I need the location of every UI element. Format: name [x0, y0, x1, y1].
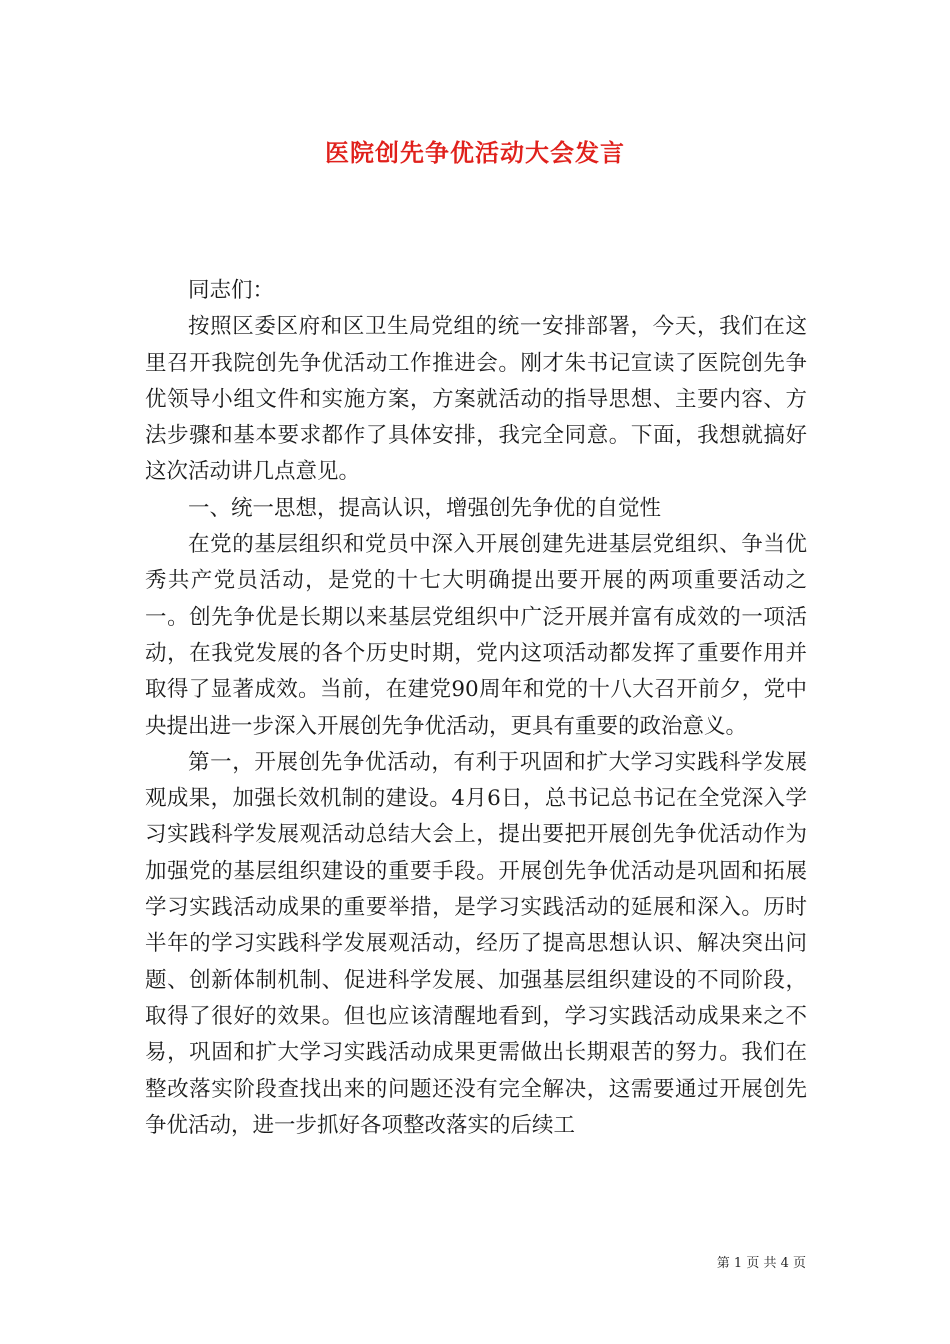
body-paragraph: 第一，开展创先争优活动，有利于巩固和扩大学习实践科学发展观成果，加强长效机制的建设。4月6日，总书记总书记在全党深入学习实践科学发展观活动总结大会上，提出要把开展创先争优活动作为加强党的基层组织建设的重要手段。开展创先争优活动是巩固和拓展学习实践活动成果的重要举措，是学习实践活动的延展和深入。历时半年的学习实践科学发展观活动，经历了提高思想认识、解决突出问题、创新体制机制、促进科学发展、加强基层组织建设的不同阶段，取得了很好的效果。但也应该清醒地看到，学习实践活动成果来之不易，巩固和扩大学习实践活动成果更需做出长期艰苦的努力。我们在整改落实阶段查找出来的问题还没有完全解决，这需要通过开展创先争优活动，进一步抓好各项整改落实的后续工: [145, 749, 807, 1138]
section-heading: 一、统一思想，提高认识，增强创先争优的自觉性: [188, 495, 662, 521]
intro-paragraph: 按照区委区府和区卫生局党组的统一安排部署，今天，我们在这里召开我院创先争优活动工作推进会。刚才朱书记宣读了医院创先争优领导小组文件和实施方案，方案就活动的指导思想、主要内容、方法步骤和基本要求都作了具体安排，我完全同意。下面，我想就搞好这次活动讲几点意见。: [145, 314, 807, 485]
body-paragraph: 在党的基层组织和党员中深入开展创建先进基层党组织、争当优秀共产党员活动，是党的十七大明确提出要开展的两项重要活动之一。创先争优是长期以来基层党组织中广泛开展并富有成效的一项活动，在我党发展的各个历史时期，党内这项活动都发挥了重要作用并取得了显著成效。当前，在建党90周年和党的十八大召开前夕，党中央提出进一步深入开展创先争优活动，更具有重要的政治意义。: [145, 532, 807, 739]
page-number: 第 1 页 共 4 页: [716, 1256, 806, 1271]
salutation-paragraph: 同志们：: [188, 278, 275, 303]
document-title: 医院创先争优活动大会发言: [325, 138, 625, 167]
document-body: [145, 273, 807, 1144]
